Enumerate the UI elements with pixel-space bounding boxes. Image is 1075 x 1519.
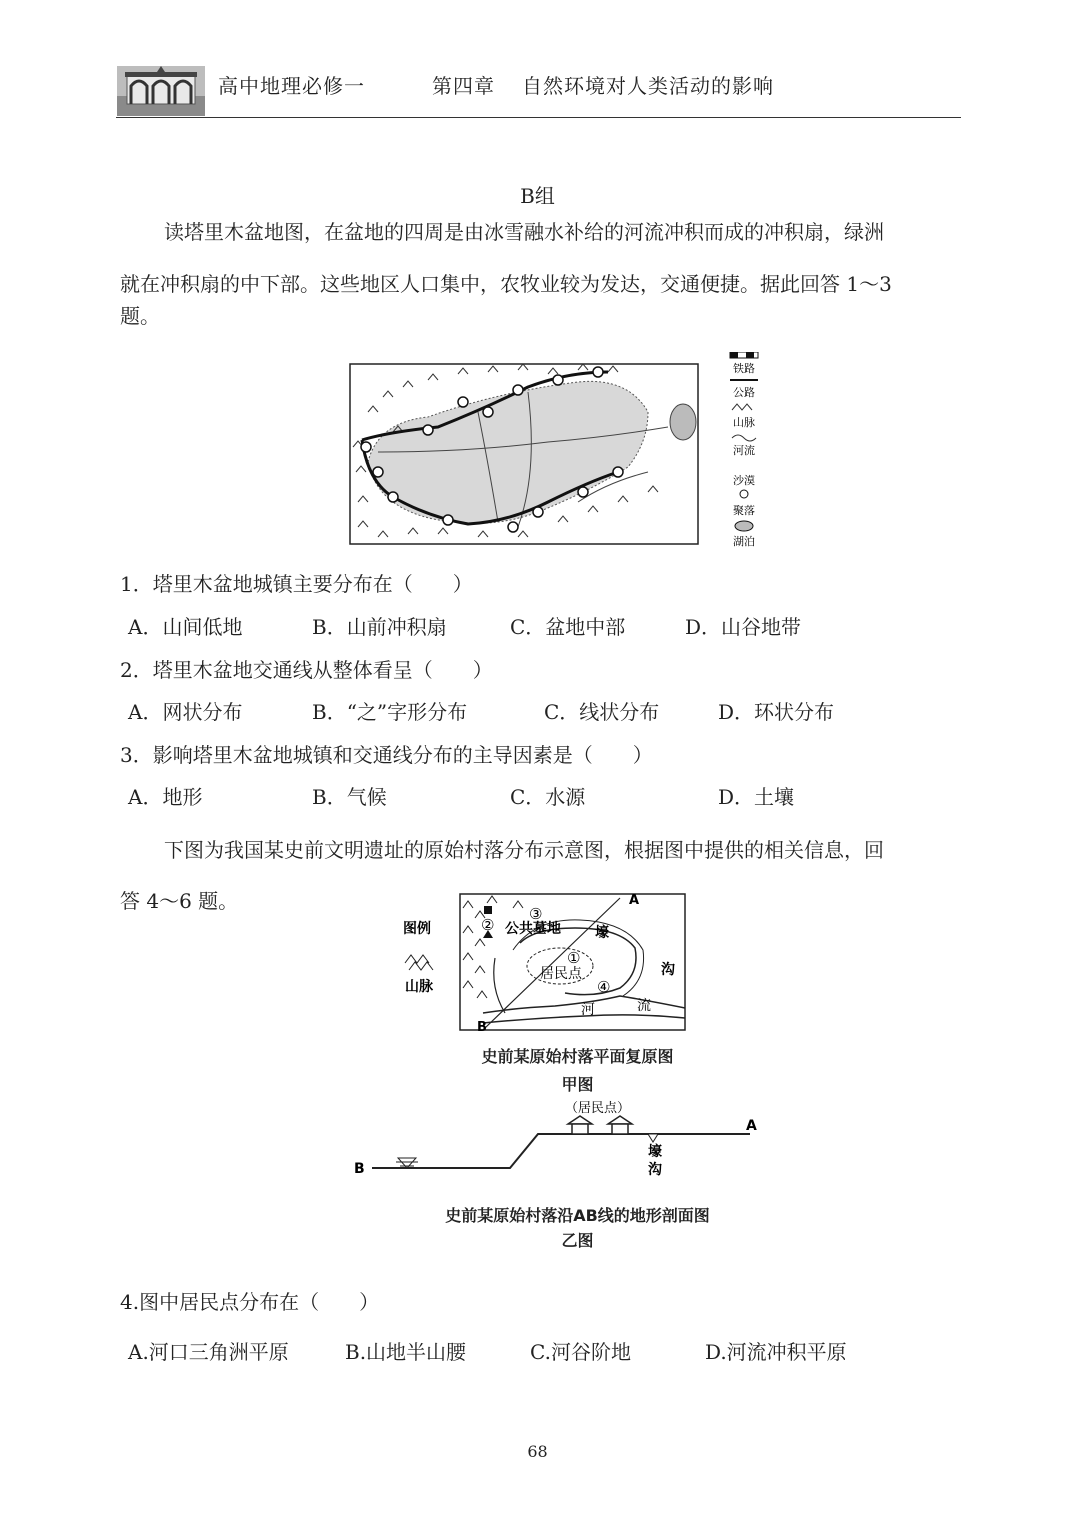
header-logo [117, 66, 205, 116]
hao-label: 壕 [595, 925, 609, 941]
legend-lake: 湖泊 [733, 535, 755, 548]
section-title: B组 [520, 184, 555, 208]
liu-label: 流 [637, 998, 651, 1014]
q1-option-d: D．山谷地带 [685, 615, 802, 639]
q3-option-c: C．水源 [510, 785, 586, 809]
figure-a-caption: 史前某原始村落平面复原图 [481, 1047, 674, 1066]
profile-gou-label: 沟 [648, 1162, 662, 1178]
gou-label: 沟 [661, 962, 675, 978]
q3-option-d: D．土壤 [718, 785, 795, 809]
figure-a-sub: 甲图 [561, 1075, 594, 1094]
intro2-line2: 答 4～6 题。 [120, 889, 239, 913]
cemetery-label: 公共墓地 [505, 921, 561, 937]
chapter-title: 自然环境对人类活动的影响 [522, 74, 774, 98]
question-3-stem: 3．影响塔里木盆地城镇和交通线分布的主导因素是（ ） [120, 743, 653, 767]
legend-river: 河流 [733, 444, 755, 457]
q4-option-a: A.河口三角洲平原 [128, 1340, 289, 1364]
profile-hao-label: 壕 [648, 1144, 662, 1160]
q1-option-c: C．盆地中部 [510, 615, 626, 639]
book-title: 高中地理必修一 [218, 74, 365, 98]
chapter-number: 第四章 [432, 74, 495, 98]
page-number: 68 [527, 1442, 548, 1461]
profile-b-label: B [354, 1161, 365, 1177]
he-label: 河 [581, 1002, 595, 1018]
question-4-stem: 4.图中居民点分布在（ ） [120, 1290, 380, 1314]
header-rule [116, 117, 961, 118]
circle-3: ③ [529, 905, 543, 923]
q4-option-d: D.河流冲积平原 [705, 1340, 847, 1364]
intro1-line3: 题。 [120, 304, 160, 328]
legend-title: 图例 [403, 921, 431, 937]
q2-option-c: C．线状分布 [544, 700, 660, 724]
q3-option-b: B．气候 [312, 785, 387, 809]
legend-desert: 沙漠 [733, 474, 755, 487]
tarim-basin-map [348, 352, 768, 552]
intro1-line2: 就在冲积扇的中下部。这些地区人口集中，农牧业较为发达，交通便捷。据此回答 1～3 [120, 272, 892, 296]
circle-1: ① [567, 949, 581, 967]
mountain-legend-icon [405, 955, 433, 970]
legend-settlement: 聚落 [733, 504, 755, 517]
house-icons [568, 1116, 632, 1134]
intro2-line1: 下图为我国某史前文明遗址的原始村落分布示意图，根据图中提供的相关信息，回 [164, 838, 884, 862]
legend-highway: 公路 [733, 386, 755, 399]
circle-4: ④ [597, 978, 611, 996]
legend-mountain: 山脉 [733, 416, 755, 429]
figure-b-sub: 乙图 [561, 1231, 594, 1250]
legend-railway: 铁路 [733, 362, 755, 375]
q2-option-d: D．环状分布 [718, 700, 835, 724]
q1-option-a: A．山间低地 [128, 615, 243, 639]
q4-option-b: B.山地半山腰 [345, 1340, 467, 1364]
figure-b-caption: 史前某原始村落沿AB线的地形剖面图 [445, 1206, 710, 1225]
map-legend [730, 352, 758, 548]
label-b: B [477, 1020, 487, 1035]
village-plan-figure [395, 888, 695, 1038]
q2-option-a: A．网状分布 [128, 700, 243, 724]
question-1-stem: 1．塔里木盆地城镇主要分布在（ ） [120, 572, 473, 596]
q4-option-c: C.河谷阶地 [530, 1340, 631, 1364]
question-2-stem: 2．塔里木盆地交通线从整体看呈（ ） [120, 658, 493, 682]
profile-settlement-label: （居民点） [565, 1101, 631, 1116]
label-a: A [629, 893, 640, 908]
circle-2: ② [481, 916, 495, 934]
legend-mountain-label: 山脉 [405, 979, 433, 995]
intro1-line1: 读塔里木盆地图，在盆地的四周是由冰雪融水补给的河流冲积而成的冲积扇，绿洲 [164, 220, 884, 244]
q1-option-b: B．山前冲积扇 [312, 615, 447, 639]
q2-option-b: B．“之”字形分布 [312, 700, 468, 724]
settlement-label: 居民点 [540, 966, 582, 982]
profile-a-label: A [746, 1118, 757, 1134]
q3-option-a: A．地形 [128, 785, 203, 809]
cross-section-figure [350, 1096, 770, 1186]
